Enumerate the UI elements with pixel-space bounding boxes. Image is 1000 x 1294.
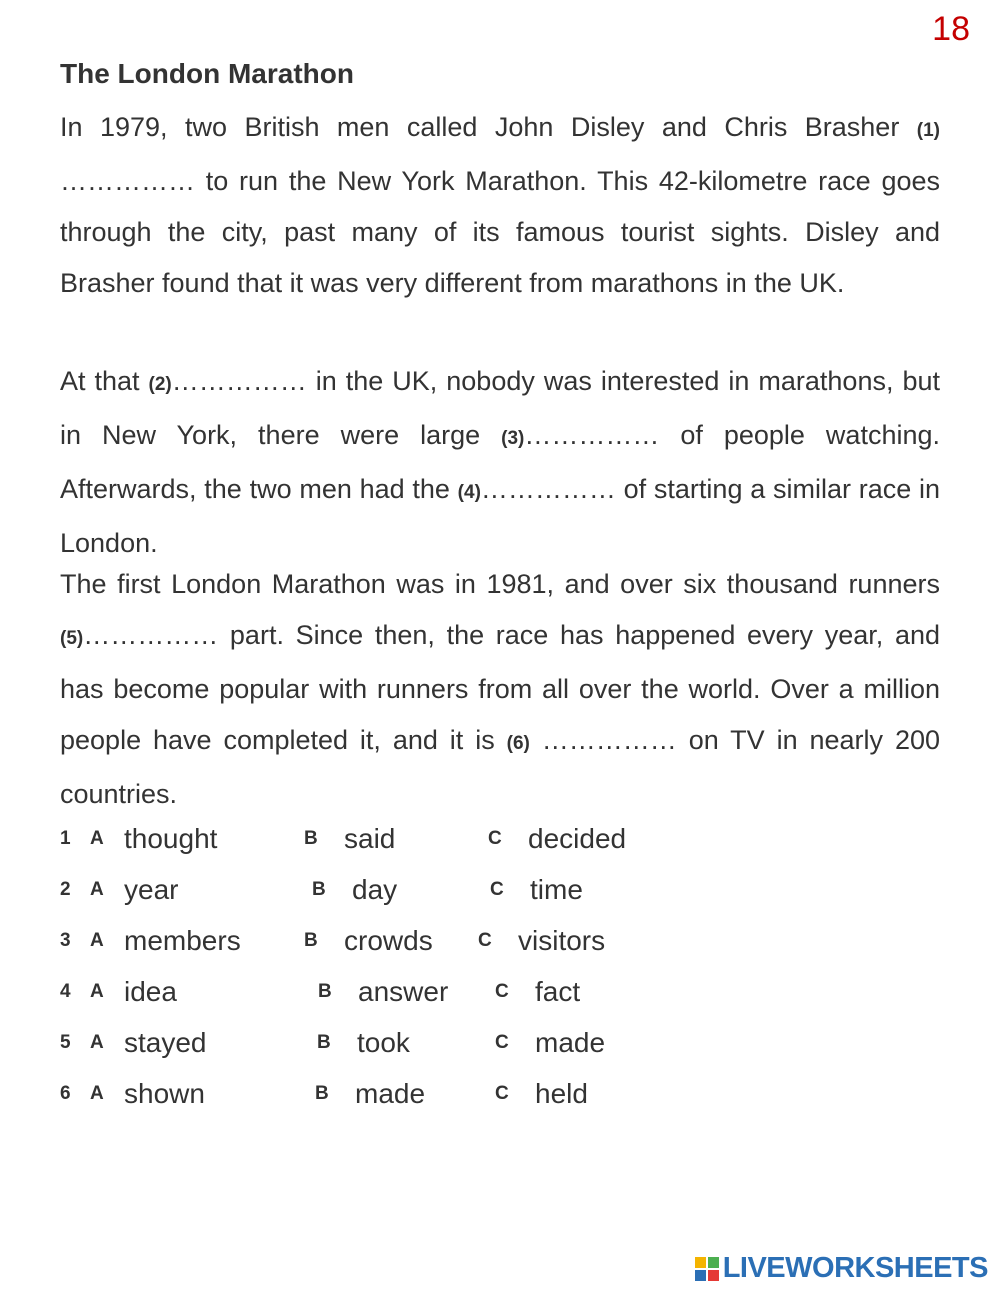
paragraph-text: …………… to run the New York Marathon. This 42-kilometre race goes through the city, past many of its famous tourist sights. Disley and Brasher found that it was very different from marathons in the UK. (60, 166, 940, 298)
option-a[interactable]: thought (124, 823, 218, 854)
option-b[interactable]: day (352, 874, 398, 905)
question-number: 6 (60, 1083, 71, 1104)
question-row (60, 966, 760, 1017)
paragraph-text: In 1979, two British men called John Disley and Chris Brasher (60, 112, 917, 142)
option-a[interactable]: idea (124, 976, 177, 1007)
question-row (60, 1017, 760, 1068)
option-a-label: A (90, 1083, 104, 1104)
page-title: The London Marathon (60, 58, 354, 89)
option-a[interactable]: year (124, 874, 179, 905)
option-b[interactable]: answer (358, 976, 449, 1007)
question-row (60, 864, 760, 915)
option-b-label: B (318, 981, 332, 1002)
gap-number-4: (4) (457, 482, 481, 503)
option-b-label: B (304, 828, 318, 849)
option-a-label: A (90, 879, 104, 900)
question-number: 4 (60, 981, 71, 1002)
option-c[interactable]: time (530, 874, 583, 905)
option-c[interactable]: decided (528, 823, 627, 854)
option-c-label: C (478, 930, 492, 951)
option-b-label: B (304, 930, 318, 951)
paragraph-text: The first London Marathon was in 1981, and over six thousand runners (60, 569, 940, 599)
question-number: 2 (60, 879, 71, 900)
gap-number-3: (3) (501, 428, 525, 449)
option-a-label: A (90, 930, 104, 951)
option-a-label: A (90, 828, 104, 849)
question-row (60, 813, 760, 864)
option-c-label: C (495, 1032, 509, 1053)
logo-tile (695, 1257, 706, 1268)
option-c[interactable]: visitors (518, 925, 606, 956)
option-c-label: C (495, 1083, 509, 1104)
paragraph-2 (60, 356, 940, 569)
paragraph-text: …………… on TV in nearly 200 countries. (60, 725, 940, 809)
option-c[interactable]: fact (535, 976, 581, 1007)
option-c-label: C (490, 879, 504, 900)
option-a[interactable]: members (124, 925, 241, 956)
liveworksheets-logo (695, 1252, 988, 1285)
logo-tile (708, 1257, 719, 1268)
option-c-label: C (488, 828, 502, 849)
paragraph-1 (60, 102, 940, 309)
logo-tile (708, 1270, 719, 1281)
gap-number-2: (2) (148, 374, 172, 395)
liveworksheets-logo-icon (695, 1257, 719, 1281)
logo-tile (695, 1270, 706, 1281)
logo-text: LIVEWORKSHEETS (722, 1252, 988, 1284)
option-c[interactable]: made (535, 1027, 606, 1058)
paragraph-text: …………… in the UK, nobody was interested in marathons, but in New York, there were large (60, 366, 940, 450)
option-b[interactable]: made (355, 1078, 426, 1109)
question-number: 1 (60, 828, 71, 849)
option-a-label: A (90, 1032, 104, 1053)
paragraph-text: At that (60, 366, 149, 396)
option-b-label: B (315, 1083, 329, 1104)
option-b[interactable]: said (344, 823, 396, 854)
gap-number-1: (1) (916, 120, 940, 141)
option-b-label: B (317, 1032, 331, 1053)
option-a-label: A (90, 981, 104, 1002)
option-c[interactable]: held (535, 1078, 588, 1109)
question-row (60, 915, 760, 966)
paragraph-text: …………… of people watching. Afterwards, the two men had the (60, 420, 940, 504)
paragraph-text: …………… part. Since then, the race has happened every year, and has become popular with runners from all over the world. Over a million people have completed it, and it is (60, 620, 940, 755)
option-b-label: B (312, 879, 326, 900)
gap-number-6: (6) (506, 733, 530, 754)
option-a[interactable]: stayed (124, 1027, 207, 1058)
answer-options (60, 813, 760, 1119)
option-a[interactable]: shown (124, 1078, 205, 1109)
option-b[interactable]: took (357, 1027, 410, 1058)
question-number: 3 (60, 930, 71, 951)
paragraph-text: …………… of starting a similar race in London. (60, 474, 940, 558)
paragraph-3 (60, 559, 940, 820)
question-number: 5 (60, 1032, 71, 1053)
option-b[interactable]: crowds (344, 925, 433, 956)
gap-number-5: (5) (60, 628, 84, 649)
page-number: 18 (932, 10, 970, 48)
question-row (60, 1068, 760, 1119)
option-c-label: C (495, 981, 509, 1002)
